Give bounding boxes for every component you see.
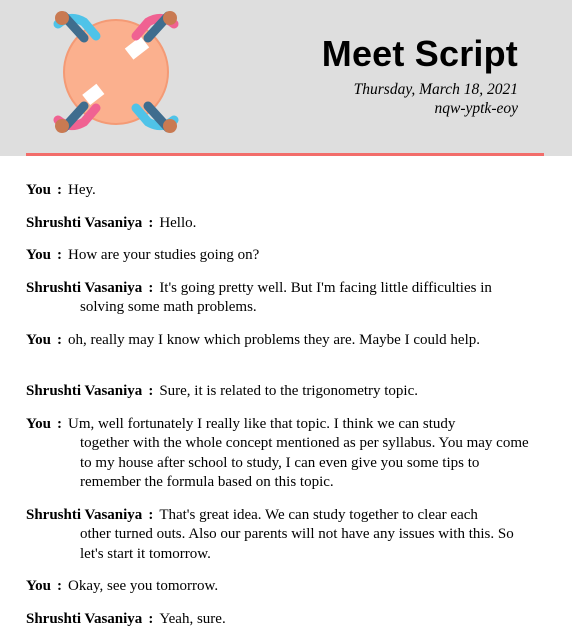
message-text: It's going pretty well. But I'm facing little difficulties in bbox=[159, 279, 492, 296]
message-text: Sure, it is related to the trigonometry topic. bbox=[159, 383, 419, 399]
speaker-name: You bbox=[26, 247, 52, 263]
meeting-people-icon bbox=[50, 8, 182, 136]
transcript-message bbox=[26, 181, 556, 201]
message-first-line bbox=[26, 610, 556, 630]
speaker-name: You bbox=[26, 578, 52, 594]
message-text: Okay, see you tomorrow. bbox=[68, 578, 219, 594]
meeting-code: nqw-yptk-eoy bbox=[434, 100, 518, 117]
transcript-message bbox=[26, 610, 556, 630]
speaker-name: You bbox=[26, 331, 52, 348]
speaker-colon: : bbox=[148, 214, 154, 231]
message-first-line bbox=[26, 415, 556, 435]
speaker-colon: : bbox=[57, 415, 63, 432]
message-first-line bbox=[26, 577, 556, 597]
message-continued-line: solving some math problems. bbox=[80, 299, 257, 315]
message-first-line bbox=[26, 506, 556, 526]
speaker-name: You bbox=[26, 182, 52, 198]
message-text: Hey. bbox=[68, 182, 96, 198]
speaker-colon: : bbox=[148, 383, 154, 399]
speaker-colon: : bbox=[148, 506, 154, 523]
speaker-colon: : bbox=[57, 247, 63, 263]
message-text: How are your studies going on? bbox=[68, 247, 260, 263]
message-continued-line: together with the whole concept mentioned as per syllabus. You may come bbox=[80, 435, 529, 451]
speaker-colon: : bbox=[57, 578, 63, 594]
transcript-message bbox=[26, 279, 556, 318]
speaker-name: Shrushti Vasaniya bbox=[26, 214, 143, 231]
transcript-message bbox=[26, 577, 556, 597]
transcript-message bbox=[26, 214, 556, 234]
transcript-message bbox=[26, 382, 556, 402]
message-first-line bbox=[26, 382, 556, 402]
message-first-line bbox=[26, 214, 556, 234]
transcript-message bbox=[26, 331, 556, 351]
speaker-name: Shrushti Vasaniya bbox=[26, 279, 143, 296]
speaker-colon: : bbox=[148, 279, 154, 296]
transcript-message bbox=[26, 506, 556, 565]
message-first-line bbox=[26, 181, 556, 201]
speaker-colon: : bbox=[57, 182, 63, 198]
header bbox=[0, 0, 572, 156]
page-title: Meet Script bbox=[321, 33, 518, 74]
message-first-line bbox=[26, 279, 556, 299]
transcript bbox=[26, 181, 556, 642]
message-text: oh, really may I know which problems they are. Maybe I could help. bbox=[68, 331, 480, 348]
message-continued-line: to my house after school to study, I can even give you some tips to bbox=[80, 454, 480, 471]
speaker-name: Shrushti Vasaniya bbox=[26, 383, 143, 399]
message-continued-line: other turned outs. Also our parents will not have any issues with this. So bbox=[80, 526, 514, 542]
message-continued-line: remember the formula based on this topic. bbox=[80, 474, 334, 490]
transcript-message bbox=[26, 246, 556, 266]
message-continued-line: let's start it tomorrow. bbox=[80, 545, 211, 562]
transcript-message bbox=[26, 415, 556, 493]
speaker-name: Shrushti Vasaniya bbox=[26, 506, 143, 523]
message-text: Hello. bbox=[159, 214, 197, 231]
speaker-colon: : bbox=[57, 331, 63, 348]
speaker-name: Shrushti Vasaniya bbox=[26, 610, 143, 627]
header-divider bbox=[26, 153, 544, 156]
message-first-line bbox=[26, 246, 556, 266]
message-text: Um, well fortunately I really like that topic. I think we can study bbox=[68, 415, 456, 432]
message-text: That's great idea. We can study together to clear each bbox=[159, 506, 478, 523]
meeting-date: Thursday, March 18, 2021 bbox=[353, 81, 518, 98]
speaker-colon: : bbox=[148, 610, 154, 627]
message-first-line bbox=[26, 331, 556, 351]
speaker-name: You bbox=[26, 415, 52, 432]
message-text: Yeah, sure. bbox=[159, 610, 226, 627]
